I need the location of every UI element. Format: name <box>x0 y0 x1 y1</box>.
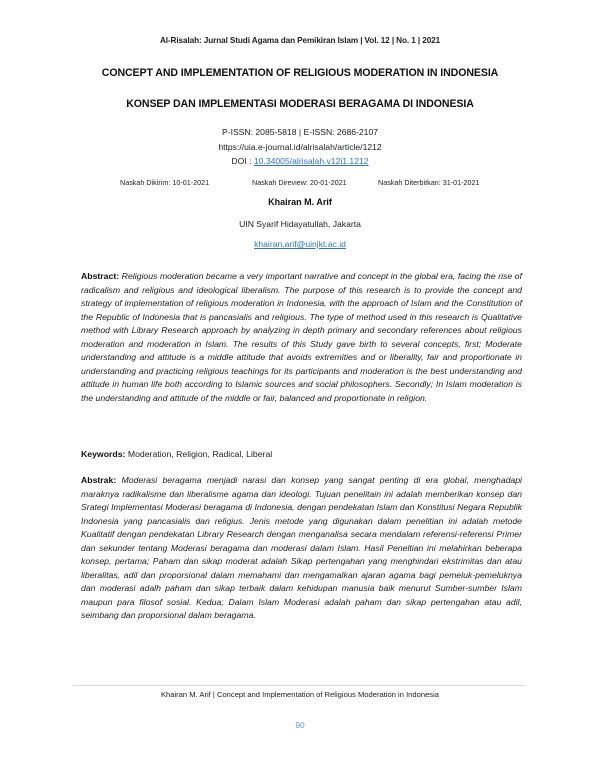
author-name: Khairan M. Arif <box>268 197 332 207</box>
author-affiliation: UIN Syarif Hidayatullah, Jakarta <box>239 219 361 229</box>
keywords <box>81 449 522 459</box>
date-submitted: Naskah Dikirim: 10-01-2021 <box>120 178 210 187</box>
article-title-english: CONCEPT AND IMPLEMENTATION OF RELIGIOUS MODERATION IN INDONESIA <box>101 67 499 79</box>
author-email-link[interactable]: khairan.arif@uinjkt.ac.id <box>254 239 346 249</box>
date-reviewed: Naskah Direview: 20-01-2021 <box>252 178 347 187</box>
abstract-indonesian-label: Abstrak: <box>81 475 122 485</box>
abstract-english <box>81 270 522 405</box>
issn-line: P-ISSN: 2085-5818 | E-ISSN: 2686-2107 <box>221 127 379 137</box>
article-title-indonesian: KONSEP DAN IMPLEMENTASI MODERASI BERAGAMA DI INDONESIA <box>126 98 474 110</box>
doi-link[interactable]: 10.34005/alrisalah.v12i1.1212 <box>253 156 369 166</box>
abstract-english-text: Religious moderation became a very important narrative and concept in the global era, facing the rise of radicalism and religious and ideological liberalism. The purpose of this research is to provide the concept and strategy of implementation of religious moderation in Indonesia, with the approach of Islam and the Constitution of the Republic of Indonesia that is pancasialis and religious. The type of method used in this research is Qualitative method with Library Research approach by analyzing in depth primary and secondary references about religious moderation and moderation in Islam. The results of this Study gave birth to several concepts, first; Moderate understanding and attitude is a middle attitude that avoids extremities and or liberality, fair and proportionate in understanding and practicing religious teachings for its participants and moderation is the best understanding and attitude in human life both according to Islamic sources and social philosophers. Secondly; In Islam moderation is the understanding and attitude of the middle or fair, balanced and proportionate in religion. <box>81 271 522 403</box>
keywords-label: Keywords: <box>81 449 128 459</box>
doi-label: DOI : <box>231 156 254 166</box>
abstract-english-label: Abstract: <box>81 271 122 281</box>
author-email <box>0 239 600 249</box>
footer-divider <box>73 685 526 686</box>
abstract-indonesian-text: Moderasi beragama menjadi narasi dan konsep yang sangat penting di era global, menghadapi maraknya radikalisme dan liberalisme agama dan ideologi. Tujuan penelitain ini adalah memberikan konsep dan Srategi Implementasi Moderasi beragama di Indonesia, dengan pendekatan Islam dan Konstitusi Negara Republik Indonesia yang pancasialis dan religius. Jenis metode yang digunakan dalam penelitian ini adalah metode Kualitatif dengan pendekatan Library Research dengan menganalisa secara mendalam referensi-referensi Primer dan sekunder tentang Moderasi beragama dan moderasi dalam Islam. Hasil Peneltian ini melahirkan beberapa konsep, pertama; Paham dan sikap moderat adalah Sikap pertengahan yang menghindari ekstrimitas dan atau liberalitas, adil dan proporsional dalam memahami dan mengamalkan ajaran agama bagi pemeluk-pemeluknya dan moderasi adalh paham dan sikap terbaik dalam kehidupan manusia baik menurut Sumber-sumber Islam maupun para filosof sosial. Kedua; Dalam Islam Moderasi adalah paham dan sikap pertengahan atau adil, seimbang dan proporsional dalam beragama. <box>81 475 522 620</box>
page-number: 90 <box>295 720 305 730</box>
doi-line <box>0 156 600 166</box>
keywords-text: Moderation, Religion, Radical, Liberal <box>127 449 273 459</box>
abstract-indonesian <box>81 474 522 623</box>
journal-running-header: Al-Risalah: Jurnal Studi Agama dan Pemikiran Islam | Vol. 12 | No. 1 | 2021 <box>159 36 441 45</box>
footer-running-title: Khairan M. Arif | Concept and Implementation of Religious Moderation in Indonesia <box>160 690 440 699</box>
date-published: Naskah Diterbitkan: 31-01-2021 <box>378 178 480 187</box>
article-url: https://uia.e-journal.id/alrisalah/article/1212 <box>218 142 382 152</box>
